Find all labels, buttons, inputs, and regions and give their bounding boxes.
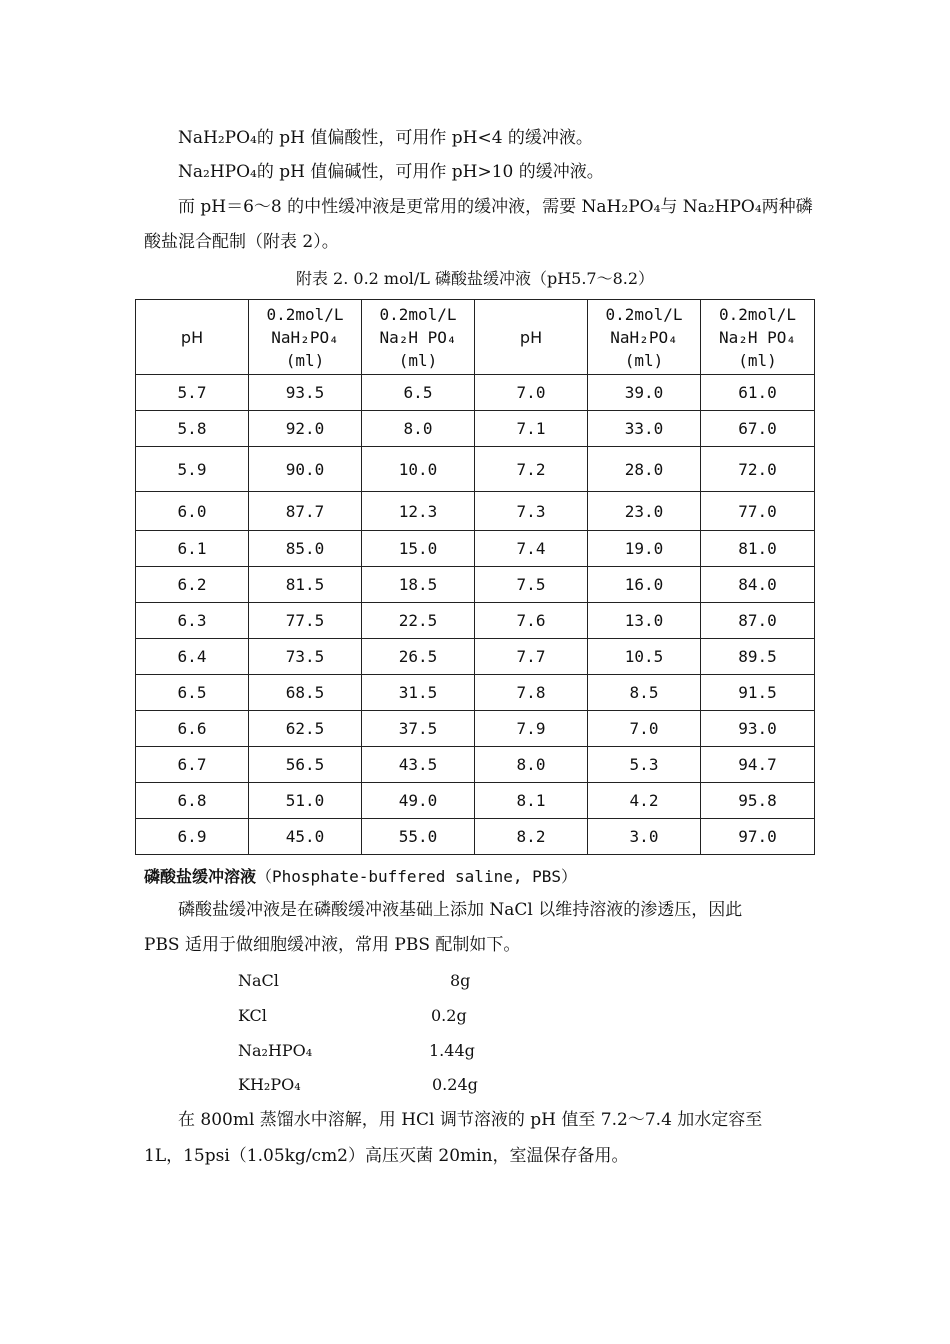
table-cell: 7.7 xyxy=(475,639,588,675)
table-cell: 45.0 xyxy=(249,819,362,855)
table-cell: 6.2 xyxy=(136,567,249,603)
table-row xyxy=(136,747,815,783)
table-cell: 7.8 xyxy=(475,675,588,711)
table-cell: 6.0 xyxy=(136,492,249,531)
reagent-name: Na₂HPO₄ xyxy=(238,1041,313,1060)
table-cell: 39.0 xyxy=(588,375,701,411)
reagent-name: KH₂PO₄ xyxy=(238,1075,301,1094)
reagent-name: NaCl xyxy=(238,971,279,990)
table-cell: 94.7 xyxy=(701,747,815,783)
table-cell: 6.7 xyxy=(136,747,249,783)
table-cell: 8.0 xyxy=(475,747,588,783)
table-cell: 33.0 xyxy=(588,411,701,447)
table-cell: 18.5 xyxy=(362,567,475,603)
table-cell: 95.8 xyxy=(701,783,815,819)
table-cell: 89.5 xyxy=(701,639,815,675)
table-row xyxy=(136,603,815,639)
header-nah2po4-2: 0.2mol/L NaH₂PO₄ (ml) xyxy=(588,300,701,375)
table-cell: 90.0 xyxy=(249,447,362,492)
table-cell: 6.5 xyxy=(362,375,475,411)
table-cell: 81.0 xyxy=(701,531,815,567)
table-cell: 84.0 xyxy=(701,567,815,603)
table-cell: 7.1 xyxy=(475,411,588,447)
table-header-row xyxy=(136,300,815,375)
table-cell: 7.5 xyxy=(475,567,588,603)
pbs-intro-line1: 磷酸盐缓冲液是在磷酸缓冲液基础上添加 NaCl 以维持溶液的渗透压，因此 xyxy=(178,900,743,920)
table-cell: 7.0 xyxy=(475,375,588,411)
table-cell: 5.8 xyxy=(136,411,249,447)
table-cell: 22.5 xyxy=(362,603,475,639)
table-cell: 23.0 xyxy=(588,492,701,531)
reagent-amount: 1.44g xyxy=(429,1041,475,1060)
table-cell: 55.0 xyxy=(362,819,475,855)
table-cell: 8.2 xyxy=(475,819,588,855)
table-cell: 7.0 xyxy=(588,711,701,747)
table-cell: 6.4 xyxy=(136,639,249,675)
table-cell: 5.9 xyxy=(136,447,249,492)
pbs-instructions-line1: 在 800ml 蒸馏水中溶解，用 HCl 调节溶液的 pH 值至 7.2～7.4 加水定容至 xyxy=(178,1110,763,1130)
table-cell: 77.0 xyxy=(701,492,815,531)
table-cell: 49.0 xyxy=(362,783,475,819)
table-cell: 73.5 xyxy=(249,639,362,675)
table-cell: 85.0 xyxy=(249,531,362,567)
table-row xyxy=(136,567,815,603)
header-ph-2: pH xyxy=(475,300,588,375)
reagent-amount: 8g xyxy=(450,971,471,990)
table-row xyxy=(136,492,815,531)
pbs-section-title xyxy=(144,864,577,887)
table-row xyxy=(136,675,815,711)
table-cell: 87.0 xyxy=(701,603,815,639)
header-ph-1: pH xyxy=(136,300,249,375)
paragraph-na2hpo4: Na₂HPO₄的 pH 值偏碱性，可用作 pH>10 的缓冲液。 xyxy=(178,162,604,182)
reagent-amount: 0.2g xyxy=(431,1006,467,1025)
reagent-amount: 0.24g xyxy=(432,1075,478,1094)
table-cell: 93.5 xyxy=(249,375,362,411)
pbs-title-cn: 磷酸盐缓冲溶液 xyxy=(144,867,257,886)
table-cell: 19.0 xyxy=(588,531,701,567)
table-cell: 12.3 xyxy=(362,492,475,531)
table-cell: 5.3 xyxy=(588,747,701,783)
header-na2hpo4-1: 0.2mol/L Na₂H PO₄ (ml) xyxy=(362,300,475,375)
table-row xyxy=(136,783,815,819)
table-cell: 6.3 xyxy=(136,603,249,639)
table-cell: 91.5 xyxy=(701,675,815,711)
table-cell: 8.0 xyxy=(362,411,475,447)
reagent-name: KCl xyxy=(238,1006,267,1025)
paragraph-neutral-buffer-line1: 而 pH＝6～8 的中性缓冲液是更常用的缓冲液，需要 NaH₂PO₄与 Na₂HPO₄两种磷 xyxy=(178,197,813,217)
table-cell: 6.5 xyxy=(136,675,249,711)
pbs-instructions-line2: 1L，15psi（1.05kg/cm2）高压灭菌 20min，室温保存备用。 xyxy=(144,1146,629,1166)
table-caption: 附表 2. 0.2 mol/L 磷酸盐缓冲液（pH5.7～8.2） xyxy=(295,269,655,288)
pbs-title-en: （Phosphate-buffered saline, PBS） xyxy=(256,867,578,886)
table-row xyxy=(136,531,815,567)
table-cell: 87.7 xyxy=(249,492,362,531)
table-cell: 16.0 xyxy=(588,567,701,603)
phosphate-buffer-table xyxy=(135,299,815,855)
table-cell: 93.0 xyxy=(701,711,815,747)
header-nah2po4-1: 0.2mol/L NaH₂PO₄ (ml) xyxy=(249,300,362,375)
table-cell: 81.5 xyxy=(249,567,362,603)
table-cell: 68.5 xyxy=(249,675,362,711)
table-cell: 3.0 xyxy=(588,819,701,855)
table-cell: 7.4 xyxy=(475,531,588,567)
table-cell: 6.6 xyxy=(136,711,249,747)
table-cell: 62.5 xyxy=(249,711,362,747)
table-cell: 6.1 xyxy=(136,531,249,567)
table-cell: 8.1 xyxy=(475,783,588,819)
table-cell: 4.2 xyxy=(588,783,701,819)
table-cell: 61.0 xyxy=(701,375,815,411)
table-body xyxy=(136,375,815,855)
table-cell: 77.5 xyxy=(249,603,362,639)
table-cell: 10.5 xyxy=(588,639,701,675)
paragraph-neutral-buffer-line2: 酸盐混合配制（附表 2）。 xyxy=(144,232,339,252)
table-cell: 7.3 xyxy=(475,492,588,531)
table-cell: 67.0 xyxy=(701,411,815,447)
table-cell: 28.0 xyxy=(588,447,701,492)
header-na2hpo4-2: 0.2mol/L Na₂H PO₄ (ml) xyxy=(701,300,815,375)
table-cell: 97.0 xyxy=(701,819,815,855)
table-cell: 8.5 xyxy=(588,675,701,711)
table-row xyxy=(136,375,815,411)
table-row xyxy=(136,447,815,492)
table-cell: 13.0 xyxy=(588,603,701,639)
table-cell: 56.5 xyxy=(249,747,362,783)
table-cell: 7.9 xyxy=(475,711,588,747)
table-row xyxy=(136,411,815,447)
paragraph-nah2po4: NaH₂PO₄的 pH 值偏酸性，可用作 pH<4 的缓冲液。 xyxy=(178,128,593,148)
table-cell: 72.0 xyxy=(701,447,815,492)
table-row xyxy=(136,639,815,675)
table-cell: 5.7 xyxy=(136,375,249,411)
table-cell: 6.9 xyxy=(136,819,249,855)
table-row xyxy=(136,819,815,855)
table-cell: 43.5 xyxy=(362,747,475,783)
table-cell: 7.6 xyxy=(475,603,588,639)
table-cell: 26.5 xyxy=(362,639,475,675)
table-cell: 92.0 xyxy=(249,411,362,447)
table-cell: 37.5 xyxy=(362,711,475,747)
table-cell: 15.0 xyxy=(362,531,475,567)
table-cell: 7.2 xyxy=(475,447,588,492)
table-cell: 6.8 xyxy=(136,783,249,819)
table-row xyxy=(136,711,815,747)
table-cell: 31.5 xyxy=(362,675,475,711)
table-cell: 10.0 xyxy=(362,447,475,492)
pbs-intro-line2: PBS 适用于做细胞缓冲液，常用 PBS 配制如下。 xyxy=(144,935,521,955)
table-cell: 51.0 xyxy=(249,783,362,819)
